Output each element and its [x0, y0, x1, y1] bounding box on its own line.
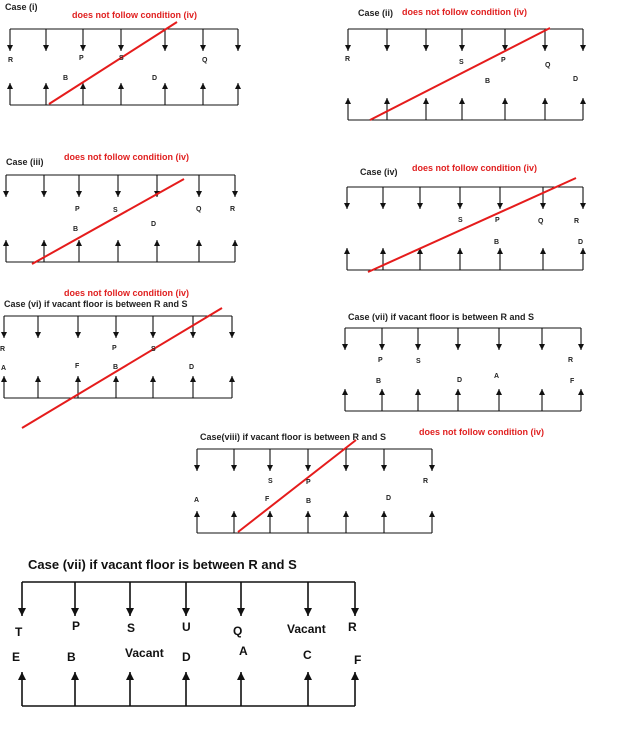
person-label: R	[348, 620, 357, 634]
person-label: B	[67, 650, 76, 664]
person-label: A	[1, 365, 7, 372]
case-title: Case(viii) if vacant floor is between R and S	[200, 432, 387, 442]
person-label: S	[127, 621, 136, 635]
person-label: B	[485, 78, 491, 85]
person-label: R	[568, 357, 574, 364]
person-label: P	[79, 55, 84, 62]
red-strike-line	[368, 178, 576, 272]
person-label: R	[0, 346, 6, 353]
person-label: F	[265, 496, 270, 503]
person-label: T	[15, 625, 23, 639]
panel-case-iv	[347, 163, 583, 272]
red-strike-line	[32, 179, 184, 264]
case-title: Case (vi) if vacant floor is between R and S	[4, 299, 188, 309]
person-label: Vacant	[125, 646, 164, 660]
person-label: Q	[196, 206, 202, 213]
condition-note: does not follow condition (iv)	[64, 288, 189, 298]
person-label: A	[239, 644, 248, 658]
person-label: F	[75, 363, 80, 370]
person-label: B	[376, 378, 382, 385]
person-label: P	[72, 619, 81, 633]
person-label: S	[151, 346, 156, 353]
person-label: R	[8, 57, 14, 64]
person-label: D	[182, 650, 191, 664]
panel-case-i	[5, 2, 238, 105]
person-label: U	[182, 620, 191, 634]
case-title: Case (iii)	[6, 157, 44, 167]
person-label: R	[423, 478, 429, 485]
person-label: P	[501, 57, 506, 64]
person-label: B	[113, 364, 119, 371]
person-label: B	[306, 498, 312, 505]
person-label: B	[73, 226, 79, 233]
panel-case-viii	[194, 427, 544, 533]
case-title: Case (vii) if vacant floor is between R and S	[28, 557, 297, 572]
person-label: D	[457, 377, 463, 384]
person-label: D	[386, 495, 392, 502]
person-label: S	[459, 59, 464, 66]
person-label: P	[495, 217, 500, 224]
person-label: F	[354, 653, 362, 667]
case-title: Case (vii) if vacant floor is between R and S	[348, 312, 535, 322]
person-label: S	[119, 55, 124, 62]
case-title: Case (i)	[5, 2, 38, 12]
person-label: P	[306, 479, 311, 486]
condition-note: does not follow condition (iv)	[64, 152, 189, 162]
condition-note: does not follow condition (iv)	[72, 10, 197, 20]
panel-case-ii	[345, 7, 583, 120]
person-label: Q	[202, 57, 208, 64]
person-label: R	[345, 56, 351, 63]
person-label: P	[112, 345, 117, 352]
panel-case-vii-small	[345, 312, 581, 411]
person-label: S	[113, 207, 118, 214]
case-title: Case (iv)	[360, 167, 398, 177]
red-strike-line	[370, 28, 550, 120]
person-label: S	[416, 358, 421, 365]
person-label: D	[578, 239, 584, 246]
panel-case-vi	[0, 288, 232, 428]
person-label: R	[574, 218, 580, 225]
person-label: E	[12, 650, 21, 664]
person-label: D	[573, 76, 579, 83]
person-label: D	[189, 364, 195, 371]
person-label: S	[268, 478, 273, 485]
person-label: Q	[538, 218, 544, 225]
person-label: B	[63, 75, 69, 82]
condition-note: does not follow condition (iv)	[412, 163, 537, 173]
person-label: B	[494, 239, 500, 246]
person-label: A	[494, 373, 500, 380]
person-label: A	[194, 497, 200, 504]
person-label: D	[152, 75, 158, 82]
case-title: Case (ii)	[358, 8, 394, 18]
panel-case-vii-large	[12, 557, 361, 706]
person-label: S	[458, 217, 463, 224]
person-label: D	[151, 221, 157, 228]
condition-note: does not follow condition (iv)	[402, 7, 527, 17]
person-label: P	[378, 357, 383, 364]
panel-case-iii	[6, 152, 235, 264]
person-label: Q	[233, 624, 243, 638]
condition-note: does not follow condition (iv)	[419, 427, 544, 437]
person-label: R	[230, 206, 236, 213]
red-strike-line	[49, 22, 177, 104]
person-label: Vacant	[287, 622, 326, 636]
red-strike-line	[238, 440, 356, 532]
person-label: P	[75, 206, 80, 213]
person-label: C	[303, 648, 312, 662]
person-label: Q	[545, 62, 551, 69]
person-label: F	[570, 378, 575, 385]
